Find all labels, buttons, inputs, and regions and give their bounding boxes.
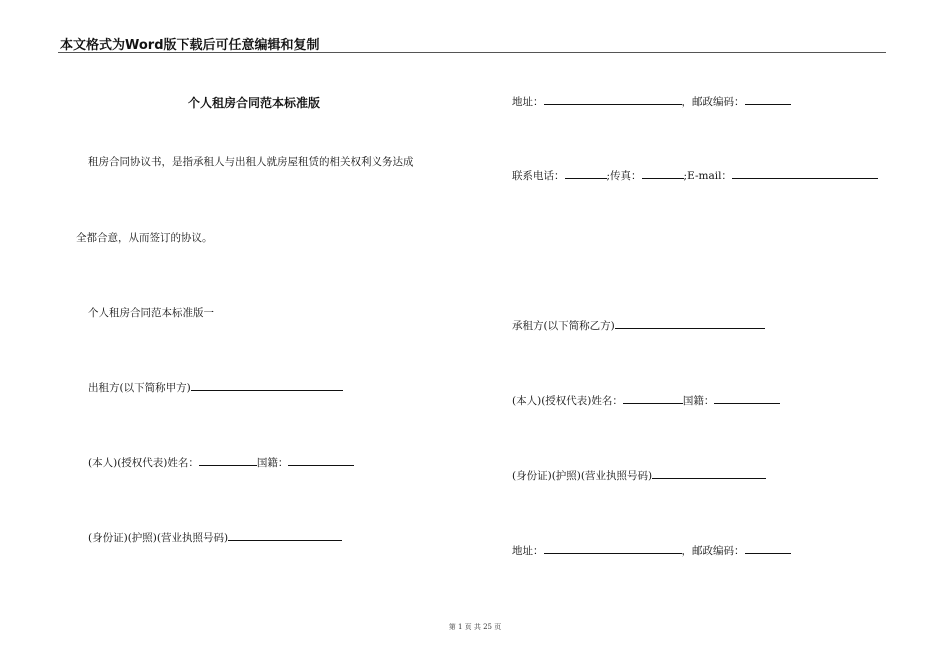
lessee-name-line <box>512 393 780 408</box>
phone-blank <box>565 168 607 179</box>
address-line <box>512 94 791 109</box>
lessor-nationality-blank <box>288 455 354 466</box>
lessor-name-blank <box>199 455 257 466</box>
lessee-name-blank <box>623 393 683 404</box>
postcode-label: ，邮政编码： <box>681 96 745 108</box>
phone-label: 联系电话： <box>512 170 565 182</box>
lessor-nationality-label: 国籍： <box>256 457 289 469</box>
version-heading: 个人租房合同范本标准版一 <box>88 307 214 319</box>
address2-line <box>512 543 791 558</box>
lessor-label: 出租方(以下简称甲方) <box>88 382 191 394</box>
address2-label: 地址： <box>512 545 544 557</box>
page-number: 第 1 页 共 25 页 <box>448 623 502 631</box>
header-divider <box>58 52 886 53</box>
intro-paragraph-line2: 全都合意，从而签订的协议。 <box>76 232 213 244</box>
lessor-name-line <box>88 455 354 470</box>
address2-blank <box>544 543 682 554</box>
lessor-name-label: (本人)(授权代表)姓名： <box>88 457 199 469</box>
lessee-id-line <box>512 468 766 483</box>
email-label: ;E-mail： <box>683 170 732 182</box>
document-title: 个人租房合同范本标准版 <box>188 96 321 110</box>
lessee-name-label: (本人)(授权代表)姓名： <box>512 395 623 407</box>
intro-paragraph-line1: 租房合同协议书，是指承租人与出租人就房屋租赁的相关权利义务达成 <box>88 156 414 168</box>
lessee-label: 承租方(以下简称乙方) <box>512 320 615 332</box>
lessee-id-blank <box>652 468 766 479</box>
lessor-blank <box>191 380 343 391</box>
lessee-line <box>512 318 765 333</box>
lessee-nationality-label: 国籍： <box>682 395 715 407</box>
lessor-line <box>88 380 343 395</box>
lessor-id-line <box>88 530 342 545</box>
fax-blank <box>642 168 684 179</box>
lessee-nationality-blank <box>714 393 780 404</box>
lessor-id-label: (身份证)(护照)(营业执照号码) <box>88 532 229 544</box>
lessee-blank <box>615 318 765 329</box>
fax-label: ;传真： <box>606 170 642 182</box>
lessee-id-label: (身份证)(护照)(营业执照号码) <box>512 470 653 482</box>
email-blank <box>732 168 878 179</box>
postcode-blank <box>745 94 791 105</box>
postcode2-label: ，邮政编码： <box>681 545 745 557</box>
header-title: 本文格式为Word版下载后可任意编辑和复制 <box>60 38 320 53</box>
contact-line <box>512 168 878 183</box>
lessor-id-blank <box>228 530 342 541</box>
address-label: 地址： <box>512 96 544 108</box>
address-blank <box>544 94 682 105</box>
postcode2-blank <box>745 543 791 554</box>
